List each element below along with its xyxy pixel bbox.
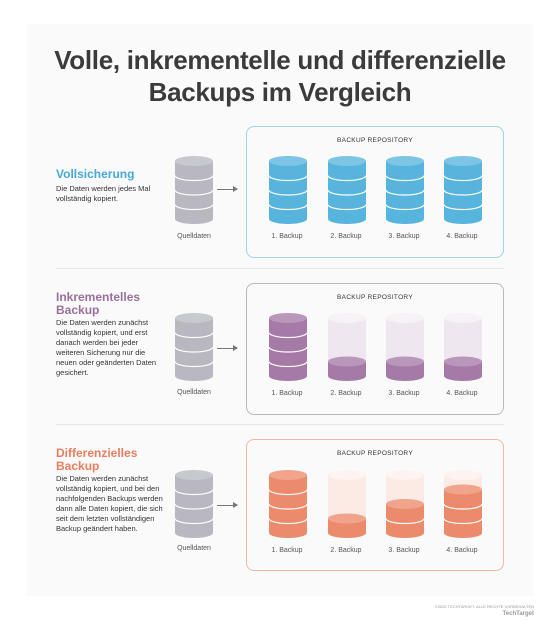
source-data-label: Quelldaten: [177, 545, 211, 552]
section-incremental-description: Die Daten werden zunächst vollständig kopiert, und erst danach werden bei jeder weiteren Sicherung nur die neuen oder geänderten Daten gesichert.: [56, 318, 157, 377]
backup-label-1: 1. Backup: [271, 233, 303, 240]
backup-label-3: 3. Backup: [388, 233, 420, 240]
section-divider: [56, 424, 504, 425]
backup-label-2: 2. Backup: [330, 233, 362, 240]
repository-label: BACKUP REPOSITORY: [337, 137, 413, 144]
backup-cylinder-3: [385, 470, 425, 540]
backup-label-1: 1. Backup: [271, 547, 303, 554]
backup-label-3: 3. Backup: [388, 390, 420, 397]
section-full-description: Die Daten werden jedes Mal vollständig kopiert.: [56, 184, 151, 203]
source-data-cylinder: [174, 156, 214, 226]
repository-label: BACKUP REPOSITORY: [337, 450, 413, 457]
page-title-line-2: Backups im Vergleich: [148, 77, 412, 107]
backup-cylinder-3: [385, 156, 425, 226]
backup-label-2: 2. Backup: [330, 547, 362, 554]
source-data-cylinder: [174, 313, 214, 383]
section-incremental-title: Inkrementelles Backup: [56, 290, 141, 317]
backup-cylinder-2: [327, 156, 367, 226]
backup-cylinder-4: [443, 156, 483, 226]
section-full-title: Vollsicherung: [56, 167, 135, 181]
page-title-line-1: Volle, inkrementelle und differenzielle: [54, 45, 506, 75]
section-differential-title: Differenzielles Backup: [56, 446, 138, 473]
backup-cylinder-2: [327, 470, 367, 540]
backup-cylinder-2: [327, 313, 367, 383]
arrow-icon: [217, 189, 237, 190]
backup-cylinder-4: [443, 470, 483, 540]
backup-label-4: 4. Backup: [446, 233, 478, 240]
backup-label-3: 3. Backup: [388, 547, 420, 554]
backup-label-4: 4. Backup: [446, 547, 478, 554]
backup-cylinder-1: [268, 470, 308, 540]
backup-label-2: 2. Backup: [330, 390, 362, 397]
backup-label-4: 4. Backup: [446, 390, 478, 397]
source-data-label: Quelldaten: [177, 389, 211, 396]
source-data-cylinder: [174, 470, 214, 540]
repository-label: BACKUP REPOSITORY: [337, 294, 413, 301]
arrow-icon: [217, 505, 237, 506]
section-divider: [56, 268, 504, 269]
backup-label-1: 1. Backup: [271, 390, 303, 397]
page-title: [0, 44, 560, 108]
backup-cylinder-4: [443, 313, 483, 383]
backup-cylinder-1: [268, 313, 308, 383]
brand-logo: TechTarget: [502, 611, 534, 617]
backup-cylinder-3: [385, 313, 425, 383]
arrow-icon: [217, 348, 237, 349]
source-data-label: Quelldaten: [177, 233, 211, 240]
backup-cylinder-1: [268, 156, 308, 226]
section-differential-description: Die Daten werden zunächst vollständig kopiert, und bei den nachfolgenden Backups werden dann alle Daten kopiert, die sich seit dem letzten vollständigen Backup geändert haben.: [56, 474, 163, 533]
copyright-text: ©2022 TECHTARGET. ALLE RECHTE VORBEHALTEN: [434, 604, 534, 609]
